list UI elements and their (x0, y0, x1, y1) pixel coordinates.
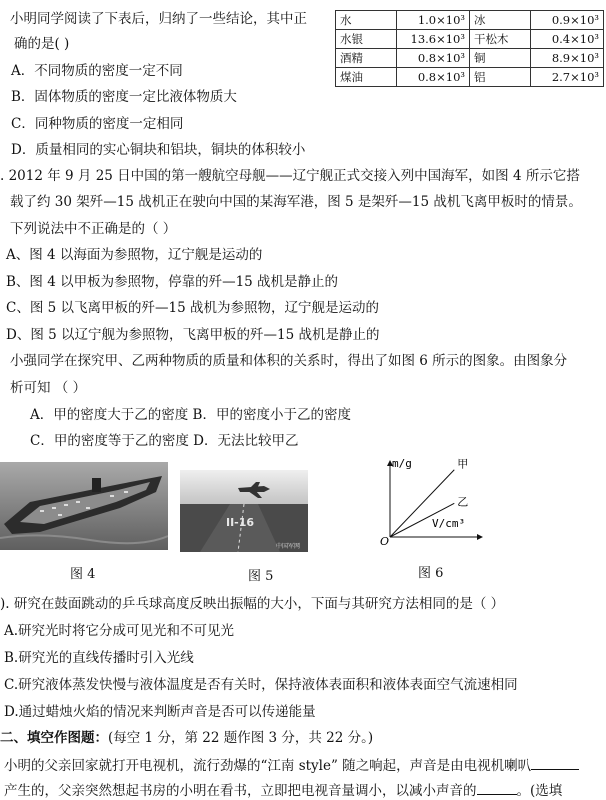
figure-5-caption: 图 5 (248, 569, 274, 584)
substance-name: 水银 (336, 30, 397, 49)
fill-question-line-2 (4, 781, 562, 800)
fill-line-1-text: 小明的父亲回家就打开电视机，流行劲爆的“江南 style” 随之响起，声音是由电视机喇叭 (4, 758, 532, 774)
series-label-jia: 甲 (457, 457, 469, 471)
density-table (335, 10, 604, 87)
mass-volume-chart (370, 455, 490, 547)
table-row (336, 68, 604, 87)
section-heading (0, 729, 373, 747)
density-value: 13.6×10³ (397, 30, 470, 49)
carrier-option-a: A、图 4 以海面为参照物，辽宁舰是运动的 (6, 247, 263, 263)
carrier-option-d: D、图 5 以辽宁舰为参照物，飞离甲板的歼—15 战机是静止的 (6, 327, 380, 343)
substance-name: 酒精 (336, 49, 397, 68)
density-option-d: D．质量相同的实心铜块和铝块，铜块的体积较小 (11, 142, 306, 158)
watermark-label: 中国军网 (276, 543, 301, 550)
density-option-c: C．同种物质的密度一定相同 (11, 116, 184, 132)
section-heading-note: (每空 1 分，第 22 题作图 3 分，共 22 分。) (108, 730, 374, 746)
deck-marks: II-16 (226, 516, 255, 529)
substance-name: 煤油 (336, 68, 397, 87)
jet-takeoff-photo (180, 470, 308, 552)
table-row (336, 11, 604, 30)
table-row (336, 49, 604, 68)
density-question-stem-2: 确的是( ) (14, 36, 70, 52)
density-option-b: B．固体物质的密度一定比液体物质大 (11, 89, 237, 105)
substance-name: 水 (336, 11, 397, 30)
density-value: 2.7×10³ (531, 68, 604, 87)
carrier-question-line-1: . 2012 年 9 月 25 日中国的第一艘航空母舰——辽宁舰正式交接入列中国海军，如图 4 所示它搭 (0, 168, 580, 184)
answer-blank-1[interactable] (531, 756, 579, 770)
method-option-d: D.通过蜡烛火焰的情况来判断声音是否可以传递能量 (4, 704, 316, 720)
fill-line-2-text: 产生的，父亲突然想起书房的小明在看书，立即把电视音量调小，以减小声音的 (4, 783, 477, 799)
answer-blank-2[interactable] (477, 781, 517, 795)
method-question-stem: ). 研究在鼓面跳动的乒乓球高度反映出振幅的大小，下面与其研究方法相同的是（ ） (0, 596, 505, 612)
density-option-a: A．不同物质的密度一定不同 (11, 63, 183, 79)
carrier-option-c: C、图 5 以飞离甲板的歼—15 战机为参照物，辽宁舰是运动的 (6, 300, 379, 316)
density-value: 0.9×10³ (531, 11, 604, 30)
method-option-c: C.研究液体蒸发快慢与液体温度是否有关时，保持液体表面积和液体表面空气流速相同 (4, 677, 518, 693)
y-axis-label: m/g (392, 457, 412, 470)
method-option-b: B.研究光的直线传播时引入光线 (4, 650, 194, 666)
carrier-option-b: B、图 4 以甲板为参照物，停靠的歼—15 战机是静止的 (6, 274, 339, 290)
fill-question-line-1 (4, 756, 579, 775)
density-value: 0.8×10³ (397, 49, 470, 68)
density-value: 8.9×10³ (531, 49, 604, 68)
table-row (336, 30, 604, 49)
figure-6-caption: 图 6 (418, 566, 444, 581)
fill-line-2-tail: 。(选填 (516, 783, 563, 799)
origin-label: O (380, 535, 390, 547)
graph-question-line-2: 析可知 （ ） (10, 380, 87, 396)
carrier-question-line-3: 下列说法中不正确是的（ ） (10, 221, 177, 237)
substance-name: 铝 (470, 68, 531, 87)
aircraft-carrier-photo (0, 462, 168, 550)
density-question-stem-1: 小明同学阅读了下表后，归纳了一些结论，其中正 (10, 11, 307, 27)
graph-options-line-2: C．甲的密度等于乙的密度 D．无法比较甲乙 (30, 433, 299, 449)
graph-options-line-1: A．甲的密度大于乙的密度 B．甲的密度小于乙的密度 (30, 407, 351, 423)
figure-4-caption: 图 4 (70, 567, 96, 582)
substance-name: 干松木 (470, 30, 531, 49)
density-value: 0.8×10³ (397, 68, 470, 87)
section-heading-title: 二、填空作图题： (0, 730, 108, 746)
carrier-question-line-2: 载了约 30 架歼—15 战机正在驶向中国的某海军港，图 5 是架歼—15 战机飞离甲板时的情景。 (10, 194, 582, 210)
substance-name: 冰 (470, 11, 531, 30)
density-value: 0.4×10³ (531, 30, 604, 49)
method-option-a: A.研究光时将它分成可见光和不可见光 (4, 623, 235, 639)
substance-name: 铜 (470, 49, 531, 68)
graph-question-line-1: 小强同学在探究甲、乙两种物质的质量和体积的关系时，得出了如图 6 所示的图象。由图象分 (10, 353, 568, 369)
x-axis-label: V/cm³ (432, 517, 466, 530)
series-label-yi: 乙 (457, 495, 469, 509)
density-value: 1.0×10³ (397, 11, 470, 30)
